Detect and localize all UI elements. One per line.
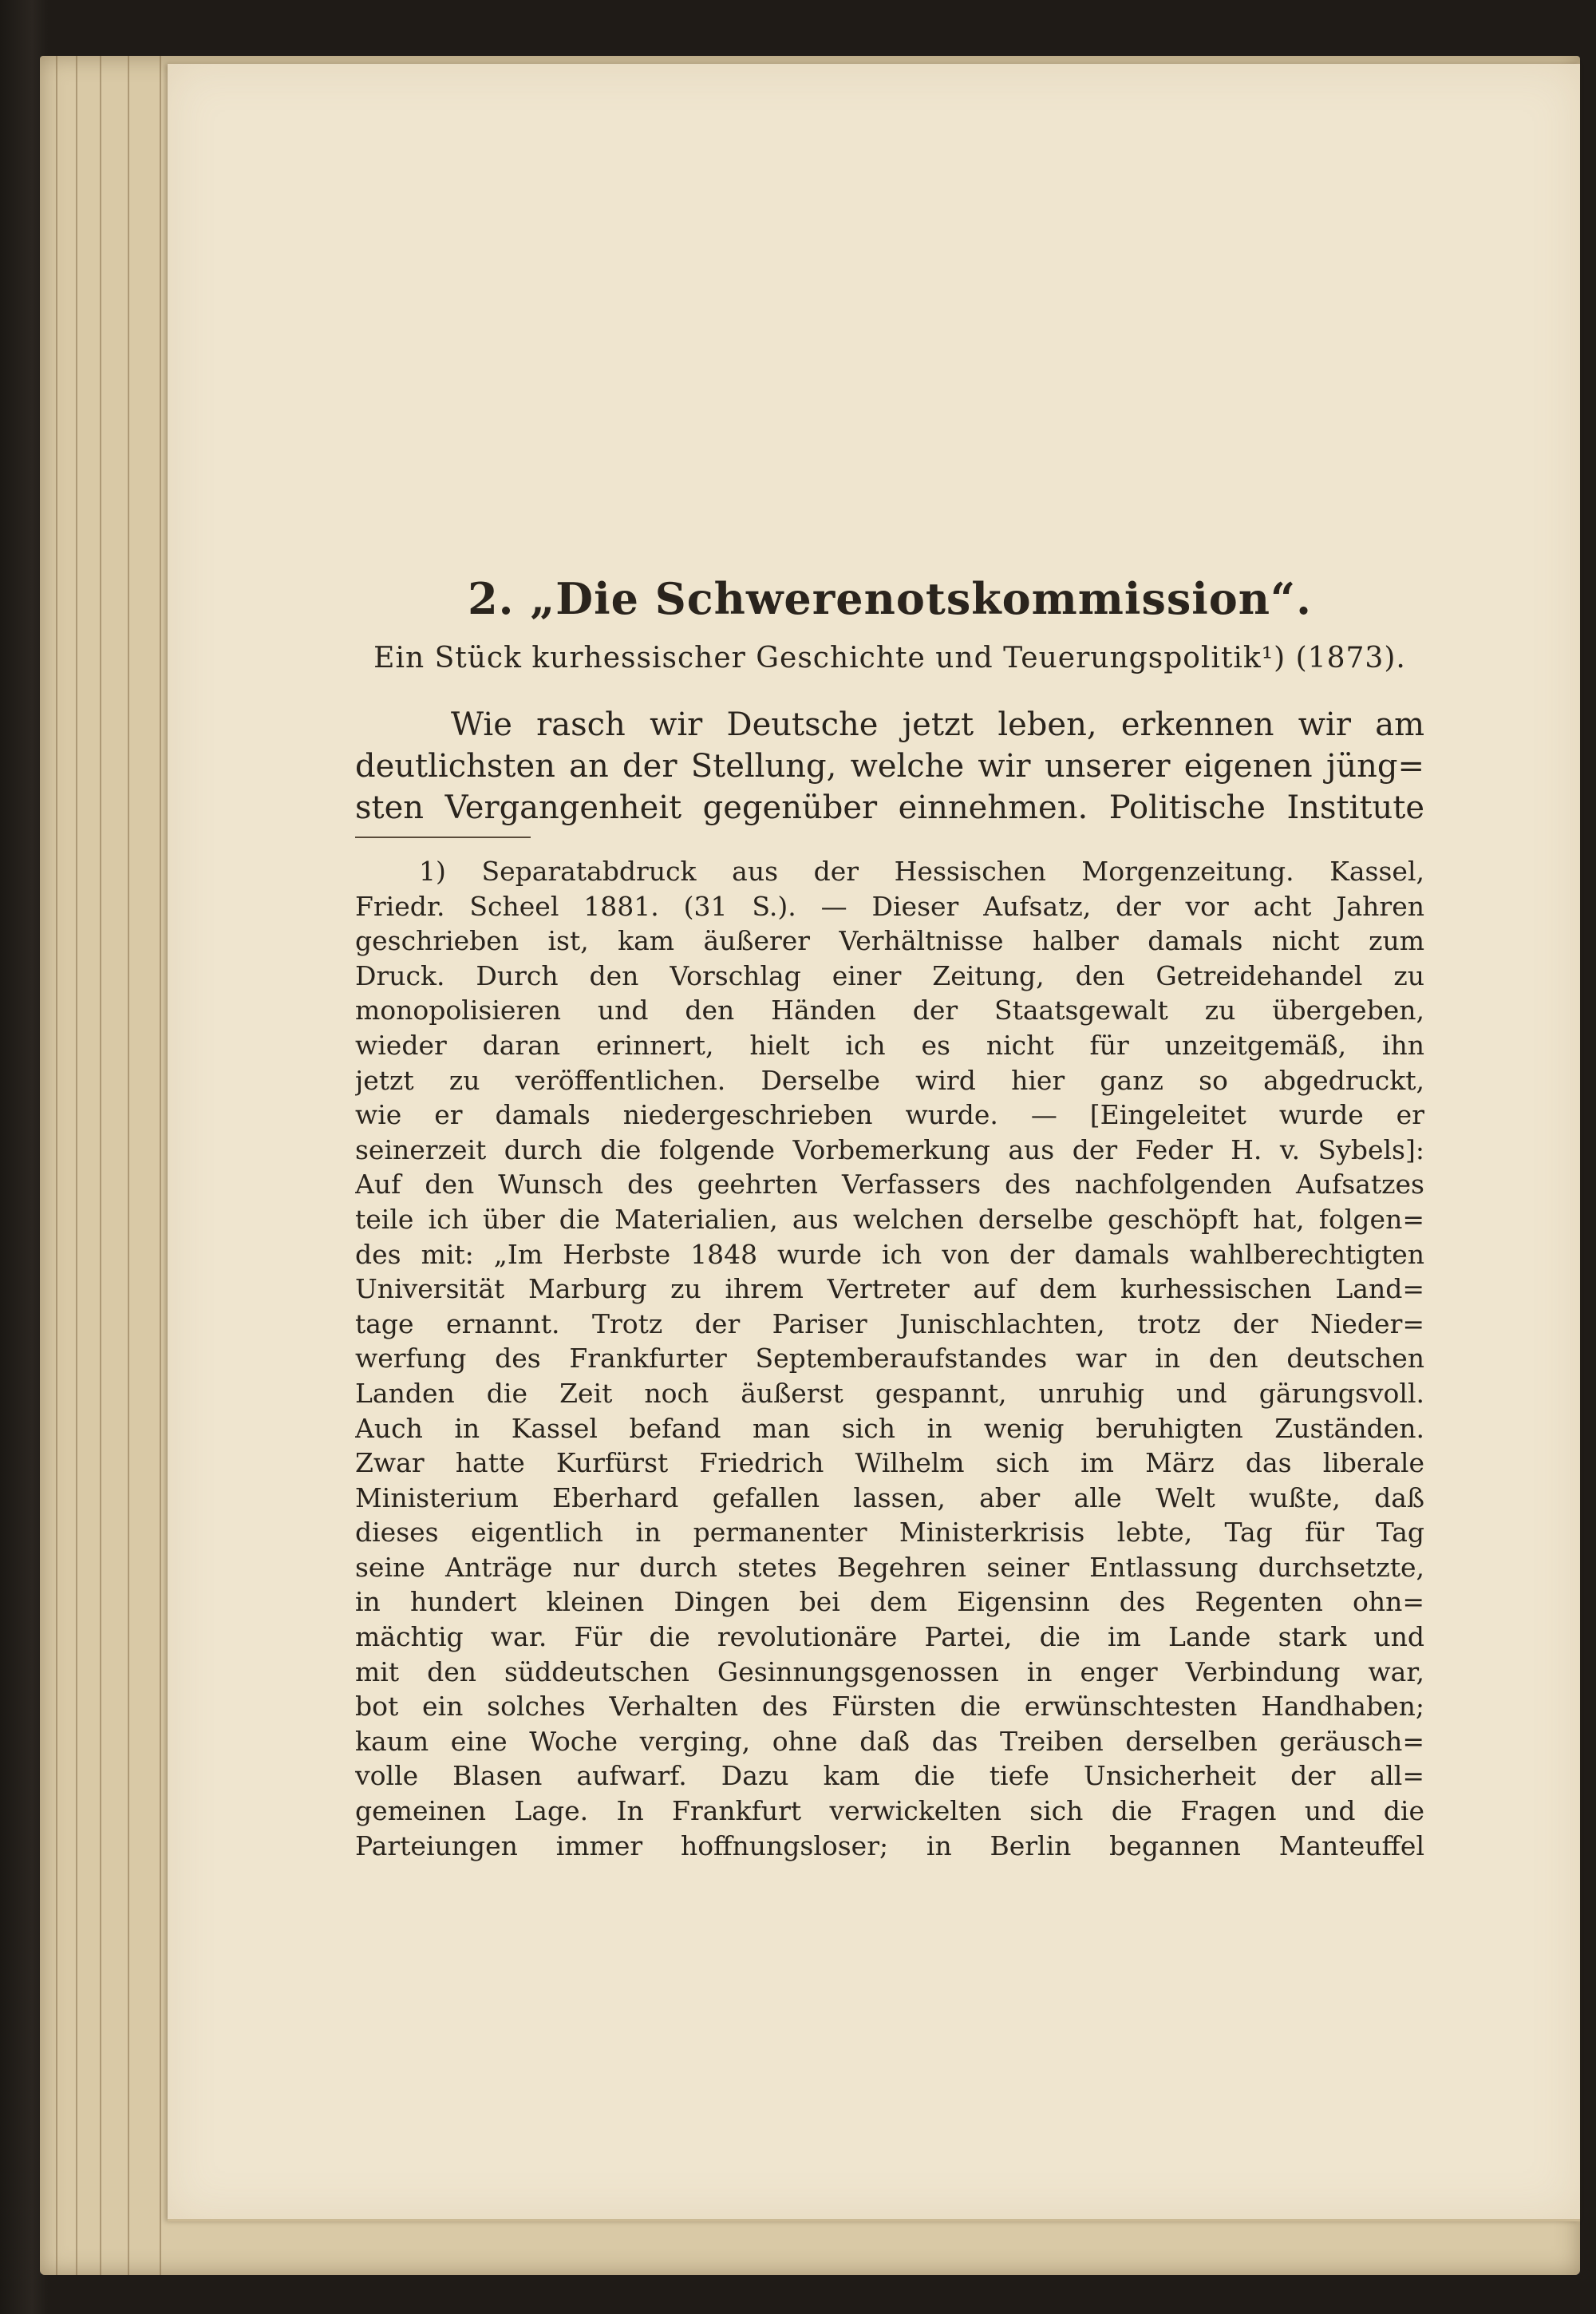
footnote-line: 1) Separatabdruck aus der Hessischen Morgenzeitung. Kassel, xyxy=(419,856,1424,887)
text-block xyxy=(355,511,1424,1863)
footnote xyxy=(355,854,1424,1863)
footnote-divider xyxy=(355,837,531,838)
footnote-line: Parteiungen immer hoffnungsloser; in Berlin begannen Manteuffel xyxy=(355,1829,1424,1861)
footnote-line: wieder daran erinnert, hielt ich es nicht für unzeitgemäß, ihn xyxy=(355,1029,1424,1061)
footnote-line: gemeinen Lage. In Frankfurt verwickelten sich die Fragen und die xyxy=(355,1795,1424,1827)
footnote-line: seine Anträge nur durch stetes Begehren seiner Entlassung durchsetzte, xyxy=(355,1551,1424,1583)
page-edge xyxy=(56,56,57,2275)
footnote-line: seinerzeit durch die folgende Vorbemerkung aus der Feder H. v. Sybels]: xyxy=(355,1133,1424,1165)
footnote-line: jetzt zu veröffentlichen. Derselbe wird hier ganz so abgedruckt, xyxy=(355,1064,1424,1096)
footnote-line: des mit: „Im Herbste 1848 wurde ich von der damals wahlberechtigten xyxy=(355,1238,1424,1270)
page-edge xyxy=(160,56,161,2275)
footnote-line: Friedr. Scheel 1881. (31 S.). — Dieser Aufsatz, der vor acht Jahren xyxy=(355,890,1424,922)
page-edge xyxy=(100,56,101,2275)
footnote-line: Zwar hatte Kurfürst Friedrich Wilhelm sich im März das liberale xyxy=(355,1447,1424,1479)
footnote-line: dieses eigentlich in permanenter Ministerkrisis lebte, Tag für Tag xyxy=(355,1517,1424,1549)
footnote-line: monopolisieren und den Händen der Staatsgewalt zu übergeben, xyxy=(355,995,1424,1026)
page-edge xyxy=(76,56,77,2275)
body-text xyxy=(355,704,1424,829)
footnote-line: tage ernannt. Trotz der Pariser Junischlachten, trotz der Nieder= xyxy=(355,1307,1424,1339)
footnote-line: volle Blasen aufwarf. Dazu kam die tiefe Unsicherheit der all= xyxy=(355,1760,1424,1792)
page-edge xyxy=(128,56,129,2275)
footnote-line: Auch in Kassel befand man sich in wenig beruhigten Zuständen. xyxy=(355,1412,1424,1444)
footnote-line: teile ich über die Materialien, aus welchen derselbe geschöpft hat, folgen= xyxy=(355,1203,1424,1235)
body-line: deutlichsten an der Stellung, welche wir unserer eigenen jüng= xyxy=(355,748,1424,785)
footnote-line: wie er damals niedergeschrieben wurde. — [Eingeleitet wurde er xyxy=(355,1099,1424,1131)
footnote-line: mit den süddeutschen Gesinnungsgenossen in enger Verbindung war, xyxy=(355,1655,1424,1687)
footnote-line: Auf den Wunsch des geehrten Verfassers des nachfolgenden Aufsatzes xyxy=(355,1169,1424,1201)
body-line: Wie rasch wir Deutsche jetzt leben, erkennen wir am xyxy=(451,706,1424,743)
footnote-line: in hundert kleinen Dingen bei dem Eigensinn des Regenten ohn= xyxy=(355,1586,1424,1618)
footnote-line: Landen die Zeit noch äußerst gespannt, unruhig und gärungsvoll. xyxy=(355,1377,1424,1409)
footnote-line: Ministerium Eberhard gefallen lassen, aber alle Welt wußte, daß xyxy=(355,1481,1424,1513)
chapter-subheading: Ein Stück kurhessischer Geschichte und Teuerungspolitik¹) (1873). xyxy=(373,642,1406,674)
footnote-line: mächtig war. Für die revolutionäre Partei, die im Lande stark und xyxy=(355,1621,1424,1653)
footnote-line: geschrieben ist, kam äußerer Verhältnisse halber damals nicht zum xyxy=(355,925,1424,957)
footnote-line: werfung des Frankfurter Septemberaufstandes war in den deutschen xyxy=(355,1343,1424,1375)
footnote-line: kaum eine Woche verging, ohne daß das Treiben derselben geräusch= xyxy=(355,1725,1424,1757)
footnote-line: Druck. Durch den Vorschlag einer Zeitung, den Getreidehandel zu xyxy=(355,959,1424,991)
footnote-line: bot ein solches Verhalten des Fürsten die erwünschtesten Handhaben; xyxy=(355,1691,1424,1723)
chapter-heading: 2. „Die Schwerenotskommission“. xyxy=(468,573,1312,624)
body-line: sten Vergangenheit gegenüber einnehmen. Politische Institute xyxy=(355,789,1424,826)
footnote-line: Universität Marburg zu ihrem Vertreter auf dem kurhessischen Land= xyxy=(355,1273,1424,1305)
